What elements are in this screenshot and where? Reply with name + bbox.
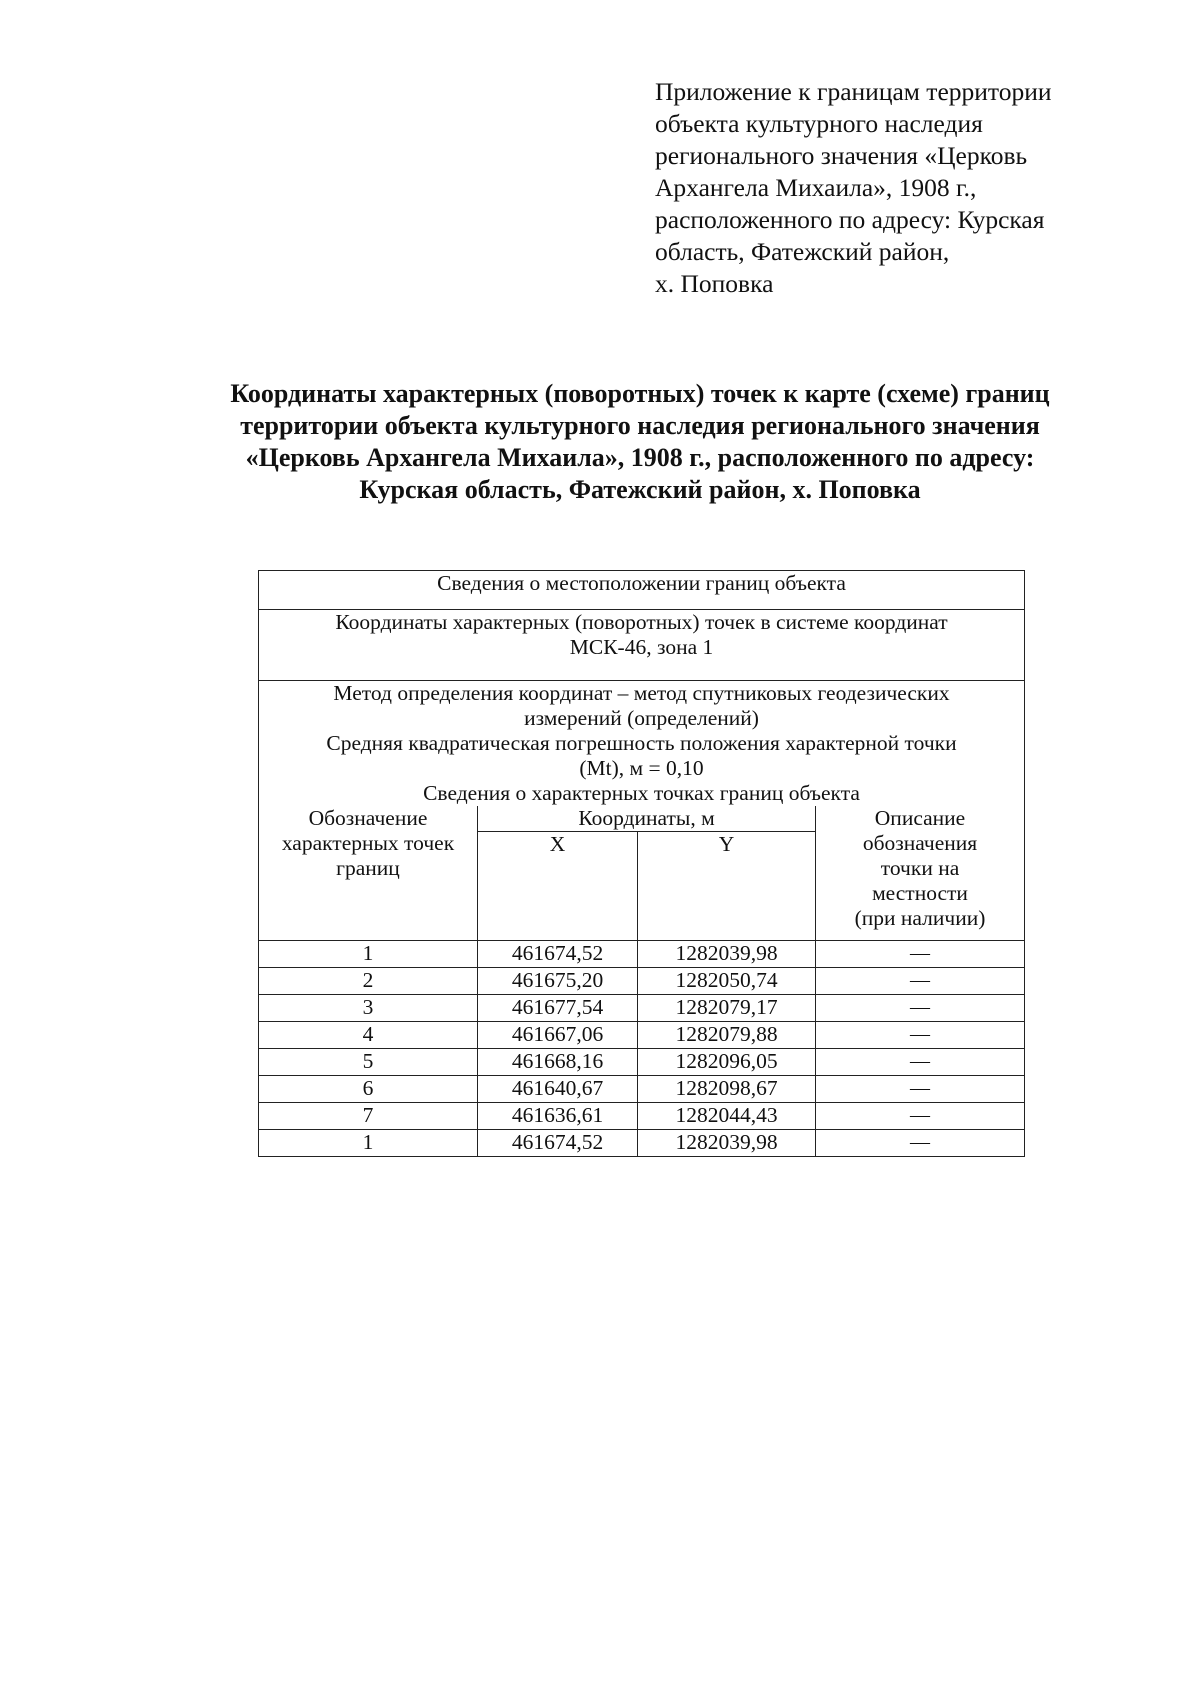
header-line: обозначения: [862, 831, 978, 855]
table-row: [259, 941, 1025, 968]
coordinate-system-line: МСК-46, зона 1: [569, 635, 714, 659]
table-row: [259, 1049, 1025, 1076]
coordinates-header: Координаты, м: [478, 806, 816, 832]
point-cell: 7: [259, 1103, 478, 1130]
y-cell: 1282039,98: [638, 941, 816, 968]
description-cell: —: [816, 941, 1025, 968]
x-cell: 461667,06: [478, 1022, 638, 1049]
description-cell: —: [816, 995, 1025, 1022]
y-cell: 1282096,05: [638, 1049, 816, 1076]
header-line: точки на: [880, 856, 960, 880]
point-cell: 4: [259, 1022, 478, 1049]
method-info-cell: [259, 681, 1025, 807]
table-row: [259, 968, 1025, 995]
x-column-header: X: [478, 832, 638, 941]
appendix-line: Приложение к границам территории: [655, 77, 1052, 106]
header-line: границ: [336, 856, 400, 880]
method-info-line: измерений (определений): [524, 706, 759, 730]
coordinates-table: [258, 570, 1025, 1157]
appendix-line: расположенного по адресу: Курская: [655, 205, 1045, 234]
coordinate-system-line: Координаты характерных (поворотных) точек в системе координат: [335, 610, 948, 634]
point-cell: 6: [259, 1076, 478, 1103]
appendix-line: Архангела Михаила», 1908 г.,: [655, 173, 977, 202]
x-cell: 461668,16: [478, 1049, 638, 1076]
point-designation-header: [259, 806, 478, 941]
title-line: Курская область, Фатежский район, х. Поповка: [359, 475, 921, 504]
document-title: [160, 378, 1120, 506]
header-line: (при наличии): [854, 906, 986, 930]
appendix-line: регионального значения «Церковь: [655, 141, 1028, 170]
point-cell: 1: [259, 941, 478, 968]
point-cell: 2: [259, 968, 478, 995]
table-row: [259, 995, 1025, 1022]
point-cell: 5: [259, 1049, 478, 1076]
y-cell: 1282044,43: [638, 1103, 816, 1130]
method-info-line: Средняя квадратическая погрешность положения характерной точки: [326, 731, 957, 755]
location-info-cell: [259, 571, 1025, 610]
y-cell: 1282079,88: [638, 1022, 816, 1049]
header-line: Обозначение: [308, 806, 428, 830]
title-line: Координаты характерных (поворотных) точек к карте (схеме) границ: [230, 379, 1050, 408]
description-cell: —: [816, 1130, 1025, 1157]
x-cell: 461640,67: [478, 1076, 638, 1103]
description-cell: —: [816, 1022, 1025, 1049]
description-cell: —: [816, 1103, 1025, 1130]
method-info-line: (Mt), м = 0,10: [579, 756, 704, 780]
method-info-line: Метод определения координат – метод спутниковых геодезических: [333, 681, 950, 705]
appendix-note: [655, 76, 1100, 300]
x-cell: 461674,52: [478, 1130, 638, 1157]
y-cell: 1282079,17: [638, 995, 816, 1022]
y-cell: 1282039,98: [638, 1130, 816, 1157]
description-cell: —: [816, 1049, 1025, 1076]
title-line: «Церковь Архангела Михаила», 1908 г., расположенного по адресу:: [245, 443, 1035, 472]
appendix-line: объекта культурного наследия: [655, 109, 983, 138]
header-line: Описание: [874, 806, 966, 830]
description-cell: —: [816, 968, 1025, 995]
table-row: [259, 1022, 1025, 1049]
header-line: местности: [872, 881, 968, 905]
x-cell: 461636,61: [478, 1103, 638, 1130]
header-line: характерных точек: [281, 831, 455, 855]
point-cell: 1: [259, 1130, 478, 1157]
title-line: территории объекта культурного наследия регионального значения: [240, 411, 1040, 440]
y-column-header: Y: [638, 832, 816, 941]
x-cell: 461675,20: [478, 968, 638, 995]
coordinate-system-cell: [259, 610, 1025, 681]
description-cell: —: [816, 1076, 1025, 1103]
table-row: [259, 1076, 1025, 1103]
y-cell: 1282050,74: [638, 968, 816, 995]
table-row: [259, 1103, 1025, 1130]
table-row: [259, 1130, 1025, 1157]
x-cell: 461677,54: [478, 995, 638, 1022]
method-info-line: Сведения о характерных точках границ объекта: [423, 781, 860, 805]
appendix-line: х. Поповка: [655, 269, 774, 298]
appendix-line: область, Фатежский район,: [655, 237, 950, 266]
point-cell: 3: [259, 995, 478, 1022]
point-description-header: [816, 806, 1025, 941]
location-info-text: Сведения о местоположении границ объекта: [437, 571, 846, 595]
x-cell: 461674,52: [478, 941, 638, 968]
y-cell: 1282098,67: [638, 1076, 816, 1103]
